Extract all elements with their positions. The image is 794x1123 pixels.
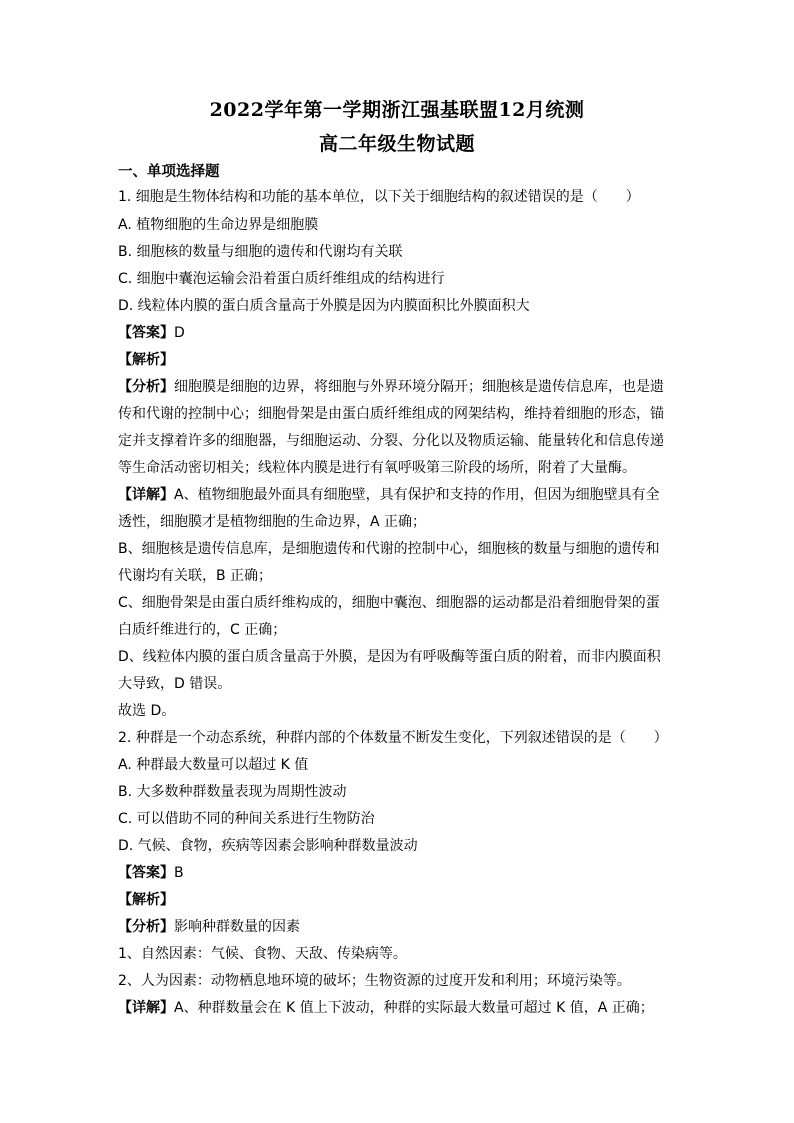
- q1-xiangjie-line-8: 大导致，D 错误。: [118, 676, 232, 692]
- q2-option-c: C. 可以借助不同的种间关系进行生物防治: [118, 811, 375, 827]
- q2-factor-1: 1、自然因素：气候、食物、天敌、传染病等。: [118, 946, 407, 962]
- q2-factor-2: 2、人为因素：动物栖息地环境的破坏；生物资源的过度开发和利用；环境污染等。: [118, 973, 631, 989]
- q2-option-b: B. 大多数种群数量表现为周期性波动: [118, 784, 347, 800]
- q1-fenxi-tag: 【分析】: [118, 379, 174, 395]
- q1-xiangjie-line-6: 白质纤维进行的，C 正确；: [118, 622, 287, 638]
- q1-answer-line: [118, 324, 678, 342]
- q2-xiangjie-text-1: A、种群数量会在 K 值上下波动，种群的实际最大数量可超过 K 值，A 正确；: [174, 1000, 654, 1016]
- q1-fenxi-line-3: 定并支撑着许多的细胞器，与细胞运动、分裂、分化以及物质运输、能量转化和信息传递: [118, 433, 664, 449]
- q1-option-c: C. 细胞中囊泡运输会沿着蛋白质纤维组成的结构进行: [118, 271, 445, 287]
- q2-answer-tag: 【答案】: [118, 865, 174, 881]
- q2-fenxi-line-1: [118, 918, 678, 936]
- section-heading: 一、单项选择题: [118, 164, 220, 180]
- q1-fenxi-text-1: 细胞膜是细胞的边界，将细胞与外界环境分隔开；细胞核是遗传信息库，也是遗: [174, 379, 664, 395]
- q1-option-a: A. 植物细胞的生命边界是细胞膜: [118, 217, 319, 233]
- q1-analysis-tag: [118, 351, 678, 369]
- q1-xiangjie-line-3: B、细胞核是遗传信息库，是细胞遗传和代谢的控制中心，细胞核的数量与细胞的遗传和: [118, 541, 660, 557]
- q2-fenxi-tag: 【分析】: [118, 919, 174, 935]
- q1-fenxi-line-4: 等生命活动密切相关；线粒体内膜是进行有氧呼吸第三阶段的场所，附着了大量酶。: [118, 460, 636, 476]
- q1-xiangjie-line-1: [118, 486, 678, 504]
- document-subtitle: 高二年级生物试题: [318, 133, 475, 155]
- q1-answer-tag: 【答案】: [118, 325, 174, 341]
- q1-analysis-label: 【解析】: [118, 352, 174, 368]
- document-title: 2022学年第一学期浙江强基联盟12月统测: [209, 99, 585, 121]
- q1-fenxi-line-1: [118, 378, 678, 396]
- q2-stem: 2. 种群是一个动态系统，种群内部的个体数量不断发生变化，下列叙述错误的是（ ）: [118, 730, 668, 746]
- q2-xiangjie-tag: 【详解】: [118, 1000, 174, 1016]
- q2-answer-value: B: [174, 865, 184, 881]
- q1-conclusion: 故选 D。: [118, 703, 176, 719]
- q2-option-d: D. 气候、食物，疾病等因素会影响种群数量波动: [118, 838, 418, 854]
- q1-xiangjie-tag: 【详解】: [118, 487, 174, 503]
- q1-xiangjie-line-2: 透性，细胞膜才是植物细胞的生命边界，A 正确；: [118, 514, 427, 530]
- q1-xiangjie-line-7: D、线粒体内膜的蛋白质含量高于外膜，是因为有呼吸酶等蛋白质的附着，而非内膜面积: [118, 649, 661, 665]
- q2-xiangjie-line-1: [118, 999, 678, 1017]
- q1-xiangjie-text-1: A、植物细胞最外面具有细胞壁，具有保护和支持的作用，但因为细胞壁具有全: [174, 487, 660, 503]
- q1-option-d: D. 线粒体内膜的蛋白质含量高于外膜是因为内膜面积比外膜面积大: [118, 298, 530, 314]
- q2-fenxi-text-1: 影响种群数量的因素: [174, 919, 300, 935]
- q1-stem: 1. 细胞是生物体结构和功能的基本单位，以下关于细胞结构的叙述错误的是（ ）: [118, 189, 640, 205]
- q1-answer-value: D: [174, 325, 185, 341]
- q2-analysis-tag: [118, 891, 678, 909]
- q2-answer-line: [118, 864, 678, 882]
- q1-option-b: B. 细胞核的数量与细胞的遗传和代谢均有关联: [118, 244, 403, 260]
- q1-xiangjie-line-5: C、细胞骨架是由蛋白质纤维构成的，细胞中囊泡、细胞器的运动都是沿着细胞骨架的蛋: [118, 595, 660, 611]
- q1-fenxi-line-2: 传和代谢的控制中心；细胞骨架是由蛋白质纤维组成的网架结构，维持着细胞的形态，锚: [118, 406, 664, 422]
- q2-option-a: A. 种群最大数量可以超过 K 值: [118, 757, 309, 773]
- q2-analysis-label: 【解析】: [118, 892, 174, 908]
- q1-xiangjie-line-4: 代谢均有关联，B 正确；: [118, 568, 273, 584]
